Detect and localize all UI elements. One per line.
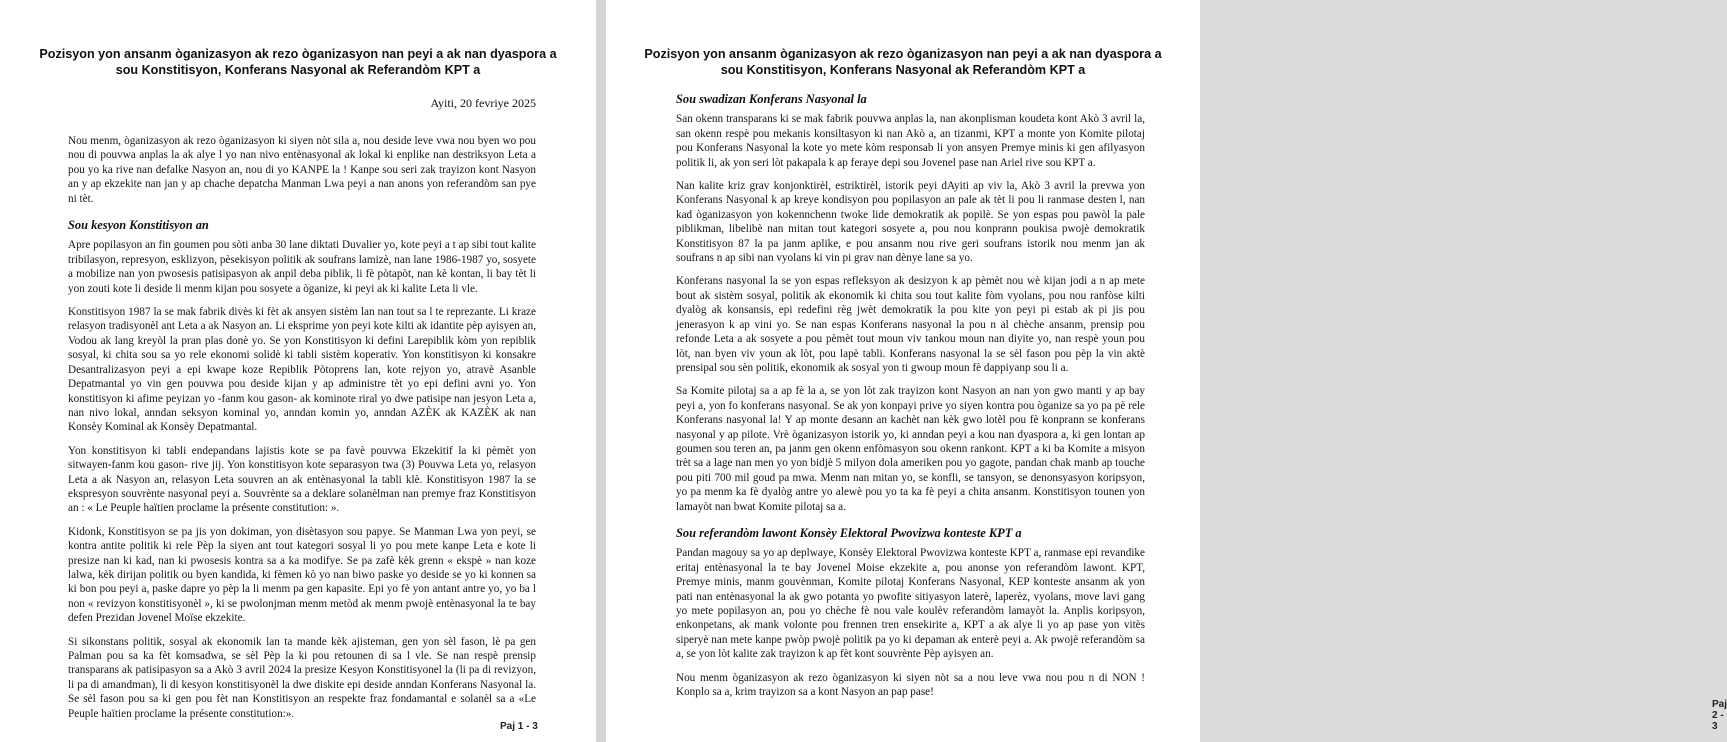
paragraph: Si sikonstans politik, sosyal ak ekonomik lan ta mande kèk ajisteman, gen yon sèl fason, lè pa gen Palman pou sa ka fèt komsadwa, se sèl Pèp la ki pou retounen di sa l vle. Se nan respè prensip transparans ak patisipasyon sa a Akò 3 avril 2024 la presize Kesyon Konstitisyonel la (li pa di revizyon, li pa di amandman), li di kesyon konstitisyonèl la dwe diskite epi deside anndan Konferans Nasyonal la. Se sèl fason pou sa ki gen pou fèt nan Konstitisyon an respekte fraz fondamantal e solanèl sa a «Le Peuple haïtien proclame la présente constitution:». <box>68 635 536 720</box>
paragraph: Konferans nasyonal la se yon espas refleksyon ak desizyon k ap pèmèt nou wè kijan jodi a n ap mete bout ak sistèm sosyal, politik ak ekonomik ki chita sou tout kalite fòm vyolans, pou nou ranfòse kilti dyalòg ak konsansis, epi redefini règ jwèt demokratik la pou kite yon peyi pi estab ak pi jis pou jenerasyon k ap vini yo. Se nan espas Konferans nasyonal la pou n al chèche ansanm, prensip pou refonde Leta a ak sosyete a pou pèmèt tout moun viv tankou moun nan diyite yo, nan respè youn pou lòt, nan byen viv youn ak lòt, pou lapè tabli. Konferans nasyonal la se sèl fason pou pèp la vin aktè prensipal sou sèn politik, ekonomik ak sosyal yon ti gwoup moun fè dappiyanp sou li a. <box>676 275 1145 374</box>
page-number: Paj 2 - 3 <box>1712 699 1727 732</box>
paragraph: San okenn transparans ki se mak fabrik pouvwa anplas la, nan akonplisman koudeta kont Akò 3 avril la, san okenn respè pou mekanis konsiltasyon ki nan Akò a, an tizanmi, KPT a monte yon Komite pilotaj pou Konferans Nasyonal la kote yo mete kòm responsab li yon ansyen Premye minis ki gen afilyasyon politik li, ak yon seri lòt pakapala k ap feraye depi sou Jovenel pase nan Ariel rive sou KPT a. <box>676 113 1145 169</box>
paragraph: Apre popilasyon an fin goumen pou sòti anba 30 lane diktati Duvalier yo, kote peyi a t ap sibi tout kalite tribilasyon, represyon, esklizyon, pèsekisyon politik ak soufrans lamizè, nan lane 1986-1987 yo, sosyete a mobilize nan yon pwosesis patisipasyon ak anpil deba piblik, li fè pòtapòt, nan kè kontan, li bay tèt li yon zouti kote li deside li menm kijan pou sosyete a òganize, ki peyi ak ki kalite Leta li vle. <box>68 239 536 295</box>
title-line-2: sou Konstitisyon, Konferans Nasyonal ak Referandòm KPT a <box>115 63 481 77</box>
document-date: Ayiti, 20 fevriye 2025 <box>430 96 536 110</box>
intro-paragraph: Nou menm, òganizasyon ak rezo òganizasyon ki siyen nòt sila a, nou deside leve vwa nou byen wo pou nou di pouvwa anplas la ak alye l yo nan nivo entènasyonal ak lokal ki enplike nan destriksyon Leta a pou yo ka rive nan defalke Nasyon an, nou di yo KANPE la ! Kanpe sou seri zak trayizon kont Nasyon an y ap ekzekite nan jan y ap chache depatcha Manman Lwa peyi a nan anons yon referandòm san pye ni tèt. <box>68 135 536 205</box>
document-title <box>606 46 1200 78</box>
section-heading-konferans: Sou swadizan Konferans Nasyonal la <box>676 92 867 106</box>
page-2-body <box>676 92 1145 708</box>
page-1-body <box>68 134 536 730</box>
paragraph: Konstitisyon 1987 la se mak fabrik divès ki fèt ak ansyen sistèm lan nan tout sa l te reprezante. Li kraze relasyon tradisyonèl ant Leta a ak Nasyon an. Li eksprime yon peyi kote kilti ak idantite pèp ayisyen an, Vodou ak lang kreyòl la pran plas donè yo. Se yon Konstitisyon ki defini Larepiblik kòm yon repiblik sosyal, ki chita sou sa yo rele ekonomi solidè ki tabli sistèm koperativ. Yon konstitisyon ki konsakre Desantralizasyon peyi a epi kwape koze Repiblik Pòtoprens lan, kote rejyon yo, atravè Asanble Depatmantal yo vin gen pouvwa pou deside kijan y ap administre tèt yo epi defini avni yo. Yon konstitisyon ki afime peyizan yo -fanm kou gason- ak kominote riral yo dwe patisipe nan jesyon Leta a, nan nivo lokal, anndan seksyon kominal yo, anndan komin yo, anndan AZÈK ak KAZÈK ak nan Konsèy Kominal ak Konsèy Depatmantal. <box>68 306 536 434</box>
title-line-2: sou Konstitisyon, Konferans Nasyonal ak Referandòm KPT a <box>720 63 1086 77</box>
page-gutter <box>596 0 606 742</box>
paragraph: Kidonk, Konstitisyon se pa jis yon dokiman, yon disètasyon sou papye. Se Manman Lwa yon peyi, se kontra antite politik ki rele Pèp la siyen ant tout kategori sosyal li yo pou mete kanpe Leta e kote li presize nan ki kad, nan ki pwosesis kontra sa a ka modifye. Se pa zafè kèk grenn « ekspè » nan koze lalwa, kèk dirijan politik ou byen kandida, ki fèmen kò yo nan biwo paske yo deside se yo ki konnen sa ki bon pou peyi a, paske dapre yo pèp la li menm pa gen kapasite. Epi yo fè yon antant antre yo, yo ba l non « revizyon konstitisyonèl », ki se pwolonjman menm metòd ak menm pwojè entènasyonal la te bay defen Prezidan Jovenel Moïse ekzekite. <box>68 525 536 625</box>
paragraph: Sa Komite pilotaj sa a ap fè la a, se yon lòt zak trayizon kont Nasyon an nan yon gwo manti y ap bay peyi a, yon fo konferans nasyonal. Se ak yon konpayi prive yo siyen kontra pou òganize sa yo pa pè rele Konferans nasyonal la! Y ap monte desann an kachèt nan kèk gwo lotèl pou fè konprann se konferans nasyonal y ap pilote. Vrè òganizasyon istorik yo, ki anndan peyi a kou nan dyaspora a, ki gen lontan ap goumen sou teren an, pa janm gen okenn enfòmasyon sou okenn rankont. KPT a ki ba Komite a misyon trèt sa a lage nan men yo yon bidjè 5 milyon dola ameriken pou yo gagote, pandan chak manb ap touche pou piti 700 mil goud pa mwa. Menm nan mitan yo, se konfli, se tansyon, se denonsyasyon koripsyon, yo pa menm ka fè dyalòg antre yo alewè pou yo ta ka fè peyi a chita ansanm. Konstitisyon tounen yon lamayòt nan bwat Komite pilotaj sa a. <box>676 385 1145 513</box>
paragraph: Pandan magouy sa yo ap deplwaye, Konsèy Elektoral Pwovizwa konteste KPT a, ranmase epi revandike eritaj entènasyonal la te bay Jovenel Moise ekzekite a, pou anonse yon referandòm lawont. KPT, Premye minis, manm gouvènman, Komite pilotaj Konferans Nasyonal, KEP konteste ansanm ak yon pati nan entènasyonal la ak gwo potanta yo pwofite sitiyasyon laterè, laperèz, vyolans, move lavi gang yo mete popilasyon an, pou yo chèche fè nou vale koulèv referandòm lamayòt la. Anplis koripsyon, enkonpetans, ak mank volonte pou frennen tren ensekirite a, KPT a ak alye li yo ap pase yon vitès siperyè nan mete kanpe pwòp pwojè politik pa yo ki depaman ak enterè peyi a. Ak pwojè referandòm sa a, se yon lòt kalite zak trayizon k ap fèt kont souvrènte Pèp ayisyen an. <box>676 547 1145 661</box>
closing-paragraph: Nou menm òganizasyon ak rezo òganizasyon ki siyen nòt sa a nou leve vwa nou pou n di NON ! Konplo sa a, krim trayizon sa a kont Nasyon an pap pase! <box>676 671 1145 699</box>
title-line-1: Pozisyon yon ansanm òganizasyon ak rezo òganizasyon nan peyi a ak nan dyaspora a <box>644 47 1162 61</box>
document-title <box>0 46 596 78</box>
page-number: Paj 1 - 3 <box>500 721 538 732</box>
title-line-1: Pozisyon yon ansanm òganizasyon ak rezo òganizasyon nan peyi a ak nan dyaspora a <box>39 47 557 61</box>
paragraph: Yon konstitisyon ki tabli endepandans lajistis kote se pa favè pouvwa Ekzekitif la ki pèmèt yon sitwayen-fanm kou gason- rive jij. Yon konstitisyon kote separasyon twa (3) Pouvwa Leta yo, relasyon Leta a ak Nasyon an, relasyon Leta souvren an ak entènasyonal la tabli klè. Konstitisyon 1987 la se ekspresyon souvrènte nasyonal peyi a. Souvrènte sa a deklare solanèlman nan premye fraz Konstitisyon an : « Le Peuple haïtien proclame la présente constitution: ». <box>68 444 536 515</box>
paragraph: Nan kalite kriz grav konjonktirèl, estriktirèl, istorik peyi dAyiti ap viv la, Akò 3 avril la prevwa yon Konferans Nasyonal k ap kreye kondisyon pou popilasyon an pale ak tèt li pou li ranmase desten l, nan kad òganizasyon yon kokennchenn twoke lide demokratik ak popilè. Se yon espas pou pawòl la pale piblikman, libelibè nan mitan tout kategori sosyete a, pou nou konprann poukisa pwojè demokratik Konstitisyon 87 la pa janm aplike, e pou ansanm nou rive geri soufrans istorik nou menm jan ak soufrans n ap sibi nan vyolans ki vin pi grav nan dènye lane sa yo. <box>676 180 1145 265</box>
section-heading-referandom: Sou referandòm lawont Konsèy Elektoral Pwovizwa konteste KPT a <box>676 525 1022 540</box>
section-heading-konstitisyon: Sou kesyon Konstitisyon an <box>68 218 209 233</box>
